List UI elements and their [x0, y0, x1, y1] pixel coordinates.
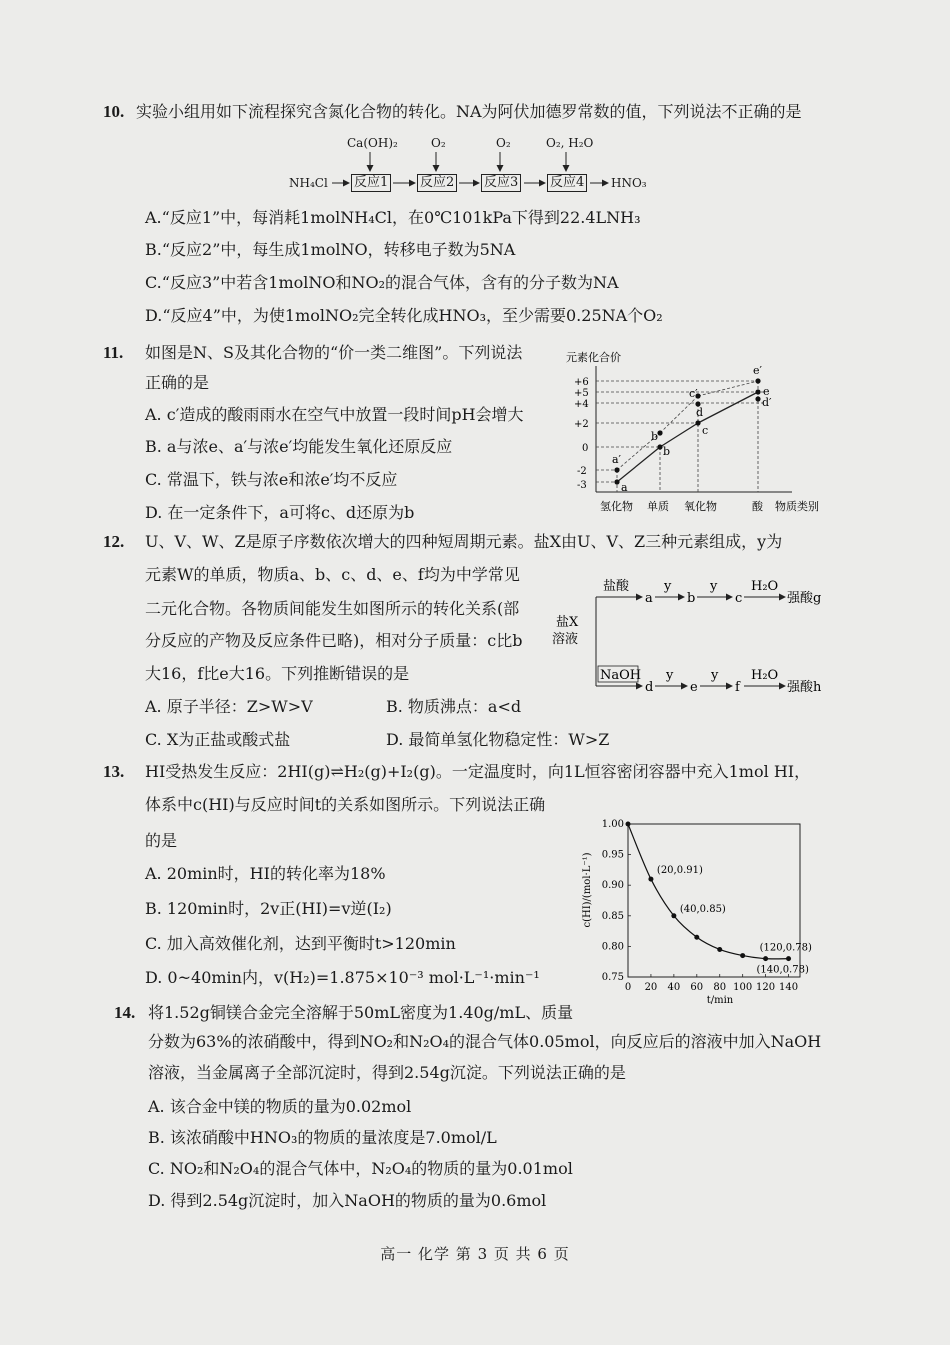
hi-data-point	[740, 953, 745, 958]
q10-option-b: B.“反应2”中，每生成1molNO，转移电子数为5NA	[145, 240, 516, 259]
q12-stem-line1: U、V、W、Z是原子序数依次增大的四种短周期元素。盐X由U、V、Z三种元素组成，y为	[145, 532, 783, 551]
hi-annotation: (40,0.85)	[679, 903, 726, 915]
flow-box-4: 反应4	[547, 174, 587, 192]
arrow-y-3: y	[666, 668, 674, 683]
hi-ytick-label: 1.00	[601, 819, 624, 830]
q14-stem-line2: 分数为63%的浓硝酸中，得到NO₂和N₂O₄的混合气体0.05mol，向反应后的溶液中加入NaOH	[148, 1032, 822, 1051]
hi-xtick-label: 80	[713, 982, 727, 993]
valence-xlabel: 物质类别	[775, 500, 819, 513]
valence-xtick-element: 单质	[647, 500, 669, 513]
label-b-prime: b′	[651, 430, 661, 443]
q13-option-a: A. 20min时，HI的转化率为18%	[145, 864, 386, 883]
label-d: d	[696, 406, 704, 419]
hi-data-point	[648, 877, 653, 882]
hi-plot-frame	[628, 824, 800, 977]
hi-curve	[628, 824, 789, 959]
hi-xtick-label: 120	[756, 982, 776, 993]
label-a: a	[621, 481, 628, 494]
q12-number: 12.	[103, 532, 125, 551]
hi-ytick-label: 0.75	[601, 972, 624, 983]
hi-xtick-label: 20	[644, 982, 658, 993]
flow-end: HNO₃	[611, 176, 647, 190]
hi-ytick-label: 0.90	[601, 880, 624, 892]
hi-xtick-label: 140	[778, 982, 799, 993]
arrow-y-2: y	[710, 579, 718, 594]
label-e: e	[763, 385, 770, 398]
hi-data-point	[786, 956, 791, 961]
q14-option-c: C. NO₂和N₂O₄的混合气体中，N₂O₄的物质的量为0.01mol	[148, 1159, 573, 1178]
q10-number: 10.	[103, 102, 125, 121]
q14-number: 14.	[114, 1003, 136, 1022]
flow-reagent-2: O₂	[431, 136, 446, 150]
valence-tick: -3	[577, 480, 587, 491]
valence-xtick-acid: 酸	[752, 500, 763, 513]
flow-reagent-4: O₂, H₂O	[546, 136, 594, 150]
q13-option-b: B. 120min时，2v正(HI)=v逆(I₂)	[145, 899, 392, 918]
chain-b: b	[687, 591, 696, 606]
chain-g: 强酸g	[787, 591, 822, 606]
q12-stem-line4: 分反应的产物及反应条件已略)，相对分子质量：c比b	[145, 631, 523, 650]
flow-box-1: 反应1	[351, 174, 391, 192]
arrow-water-2: H₂O	[751, 668, 779, 683]
q11-option-b: B. a与浓e、a′与浓e′均能发生氧化还原反应	[145, 437, 453, 456]
q12-option-c: C. X为正盐或酸式盐	[145, 730, 291, 749]
salt-x-solution-label: 溶液	[552, 632, 579, 647]
q10-option-d: D.“反应4”中，为使1molNO₂完全转化成HNO₃，至少需要0.25NA个O₂	[145, 306, 663, 325]
valence-xtick-hydride: 氢化物	[600, 500, 633, 513]
q13-stem-line3: 的是	[145, 831, 178, 850]
valence-tick: -2	[577, 466, 587, 477]
hi-xtick-label: 40	[667, 982, 681, 993]
hi-data-point	[717, 947, 722, 952]
q14-option-b: B. 该浓硝酸中HNO₃的物质的量浓度是7.0mol/L	[148, 1128, 497, 1147]
hi-annotation: (20,0.91)	[656, 865, 703, 877]
hi-data-point	[694, 935, 699, 940]
label-c: c	[702, 424, 709, 437]
label-a-prime: a′	[612, 453, 622, 466]
valence-tick: +4	[574, 399, 589, 410]
q14-option-d: D. 得到2.54g沉淀时，加入NaOH的物质的量为0.6mol	[148, 1191, 547, 1210]
flow-box-2: 反应2	[417, 174, 457, 192]
arrow-water-1: H₂O	[751, 579, 779, 594]
valence-xtick-oxide: 氧化物	[684, 500, 717, 513]
hcl-reagent: 盐酸	[603, 579, 630, 594]
q12-option-a: A. 原子半径：Z>W>V	[145, 697, 313, 716]
q14-option-a: A. 该合金中镁的物质的量为0.02mol	[148, 1097, 412, 1116]
page-footer: 高一 化学 第 3 页 共 6 页	[380, 1245, 570, 1263]
chain-d: d	[645, 680, 654, 695]
hi-data-point	[671, 913, 676, 918]
hi-xlabel: t/min	[706, 995, 734, 1006]
q12-option-b: B. 物质沸点：a<d	[386, 697, 522, 716]
q13-option-c: C. 加入高效催化剂，达到平衡时t>120min	[145, 934, 456, 953]
q10-option-a: A.“反应1”中，每消耗1molNH₄Cl，在0℃101kPa下得到22.4LNH₃	[145, 208, 641, 227]
chain-h: 强酸h	[787, 680, 822, 695]
hi-ytick-label: 0.85	[601, 910, 624, 922]
hi-data-point	[626, 822, 631, 827]
q13-number: 13.	[103, 762, 125, 781]
q13-stem-line2: 体系中c(HI)与反应时间t的关系如图所示。下列说法正确	[145, 795, 546, 814]
label-b: b	[663, 445, 671, 458]
q14-stem-line3: 溶液，当金属离子全部沉淀时，得到2.54g沉淀。下列说法正确的是	[148, 1063, 626, 1082]
flow-reagent-3: O₂	[496, 136, 511, 150]
q12-option-d: D. 最简单氢化物稳定性：W>Z	[386, 730, 610, 749]
q11-stem-line2: 正确的是	[145, 373, 210, 392]
flow-box-3: 反应3	[481, 174, 521, 192]
chain-c: c	[735, 591, 743, 606]
hi-annotation: (120,0.78)	[759, 942, 812, 954]
q13-option-d: D. 0~40min内，v(H₂)=1.875×10⁻³ mol·L⁻¹·min⁻¹	[145, 968, 540, 987]
q11-option-d: D. 在一定条件下，a可将c、d还原为b	[145, 503, 415, 522]
hi-ytick-label: 0.80	[601, 941, 624, 953]
hi-ylabel: c(HI)/(mol·L⁻¹)	[582, 852, 593, 928]
naoh-reagent: NaOH	[600, 668, 642, 683]
q12-stem-line5: 大16，f比e大16。下列推断错误的是	[145, 664, 410, 683]
arrow-y-1: y	[664, 579, 672, 594]
q11-stem-line1: 如图是N、S及其化合物的“价一类二维图”。下列说法	[145, 343, 523, 362]
salt-x-label: 盐X	[556, 615, 579, 630]
q13-stem-line1: HI受热发生反应：2HI(g)⇌H₂(g)+I₂(g)。一定温度时，向1L恒容密闭容器中充入1mol HI，	[145, 762, 811, 781]
chain-e: e	[690, 680, 698, 695]
label-d-prime: d′	[762, 396, 772, 409]
q12-stem-line2: 元素W的单质，物质a、b、c、d、e、f均为中学常见	[145, 565, 520, 584]
q10-stem: 实验小组用如下流程探究含氮化合物的转化。NA为阿伏加德罗常数的值，下列说法不正确的是	[136, 102, 802, 121]
label-c-prime: c′	[689, 387, 698, 400]
hi-data-point	[763, 956, 768, 961]
q11-number: 11.	[103, 343, 124, 362]
valence-tick: 0	[582, 443, 589, 454]
hi-xtick-label: 0	[624, 982, 632, 993]
hi-annotation: (140,0.78)	[756, 964, 809, 976]
chain-a: a	[645, 591, 653, 606]
hi-xtick-label: 60	[690, 982, 704, 993]
q14-stem-line1: 将1.52g铜镁合金完全溶解于50mL密度为1.40g/mL、质量	[148, 1003, 574, 1022]
valence-ylabel: 元素化合价	[566, 351, 621, 364]
flow-reagent-1: Ca(OH)₂	[347, 136, 398, 150]
arrow-y-4: y	[711, 668, 719, 683]
valence-tick: +5	[574, 388, 589, 399]
q12-stem-line3: 二元化合物。各物质间能发生如图所示的转化关系(部	[145, 599, 520, 618]
hi-ytick-label: 0.95	[601, 849, 624, 861]
flow-start: NH₄Cl	[289, 176, 328, 190]
valence-tick: +2	[574, 419, 589, 430]
q11-option-a: A. c′造成的酸雨雨水在空气中放置一段时间pH会增大	[145, 405, 524, 424]
valence-tick: +6	[574, 377, 589, 388]
q10-option-c: C.“反应3”中若含1molNO和NO₂的混合气体，含有的分子数为NA	[145, 273, 619, 292]
label-e-prime: e′	[753, 364, 763, 377]
q11-option-c: C. 常温下，铁与浓e和浓e′均不反应	[145, 470, 398, 489]
hi-xtick-label: 100	[733, 982, 753, 993]
chain-f: f	[735, 680, 740, 695]
